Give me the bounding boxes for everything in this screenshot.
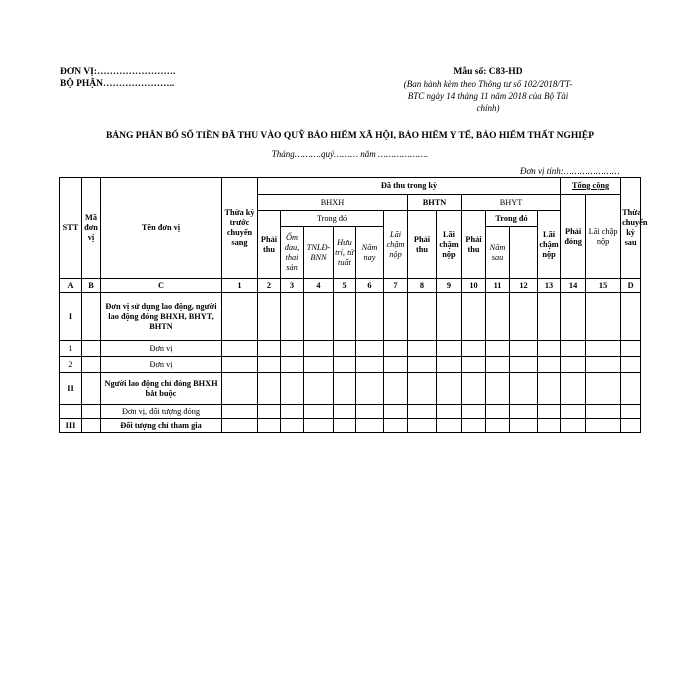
table-cell bbox=[304, 357, 334, 373]
code-cell: 1 bbox=[222, 279, 258, 293]
table-cell bbox=[486, 373, 510, 405]
table-cell bbox=[510, 405, 538, 419]
table-cell bbox=[510, 341, 538, 357]
col-bhxh-late-interest: Lãi chậm nộp bbox=[384, 211, 408, 279]
table-cell bbox=[462, 357, 486, 373]
table-cell bbox=[510, 373, 538, 405]
table-cell bbox=[281, 293, 304, 341]
table-cell bbox=[561, 293, 586, 341]
table-cell bbox=[486, 357, 510, 373]
table-cell bbox=[304, 341, 334, 357]
col-bhyt-late-interest: Lãi chậm nộp bbox=[538, 211, 561, 279]
code-cell: 8 bbox=[408, 279, 437, 293]
table-cell bbox=[82, 293, 101, 341]
table-cell bbox=[408, 405, 437, 419]
row-unit-name: Người lao động chỉ đóng BHXH bắt buộc bbox=[101, 373, 222, 405]
col-bhxh-payable: Phải thu bbox=[258, 211, 281, 279]
table-cell bbox=[586, 293, 621, 341]
table-row bbox=[60, 357, 641, 373]
table-cell bbox=[437, 293, 462, 341]
table-cell bbox=[281, 405, 304, 419]
col-unit-code: Mã đơn vị bbox=[82, 178, 101, 279]
row-stt: II bbox=[60, 373, 82, 405]
row-unit-name: Đơn vị bbox=[101, 341, 222, 357]
table-cell bbox=[258, 419, 281, 433]
code-cell: 9 bbox=[437, 279, 462, 293]
table-cell bbox=[82, 357, 101, 373]
group-bhtn: BHTN bbox=[408, 195, 462, 211]
table-cell bbox=[561, 405, 586, 419]
header-row-1 bbox=[60, 178, 641, 195]
table-cell bbox=[356, 405, 384, 419]
code-cell: 6 bbox=[356, 279, 384, 293]
table-cell bbox=[586, 357, 621, 373]
table-cell bbox=[437, 405, 462, 419]
table-cell bbox=[621, 405, 641, 419]
table-cell bbox=[281, 341, 304, 357]
table-cell bbox=[586, 405, 621, 419]
table-row bbox=[60, 405, 641, 419]
table-cell bbox=[258, 405, 281, 419]
table-cell bbox=[437, 357, 462, 373]
table-cell bbox=[462, 293, 486, 341]
table-cell bbox=[538, 419, 561, 433]
row-unit-name: Đơn vị bbox=[101, 357, 222, 373]
table-cell bbox=[258, 341, 281, 357]
code-cell: 2 bbox=[258, 279, 281, 293]
col-bhtn-late-interest: Lãi chậm nộp bbox=[437, 211, 462, 279]
col-carried-over: Thừa kỳ trước chuyển sang bbox=[222, 178, 258, 279]
table-cell bbox=[356, 373, 384, 405]
table-cell bbox=[334, 405, 356, 419]
code-cell: D bbox=[621, 279, 641, 293]
table-cell bbox=[304, 419, 334, 433]
table-cell bbox=[334, 341, 356, 357]
table-cell bbox=[486, 405, 510, 419]
table-cell bbox=[222, 373, 258, 405]
table-cell bbox=[408, 419, 437, 433]
table-cell bbox=[384, 341, 408, 357]
col-labor-accident: TNLĐ-BNN bbox=[304, 227, 334, 279]
row-unit-name: Đơn vị, đối tượng đóng bbox=[101, 405, 222, 419]
code-cell: B bbox=[82, 279, 101, 293]
table-cell bbox=[561, 341, 586, 357]
table-cell bbox=[384, 405, 408, 419]
code-cell: 12 bbox=[510, 279, 538, 293]
table-cell bbox=[408, 293, 437, 341]
code-cell: 13 bbox=[538, 279, 561, 293]
group-bhxh: BHXH bbox=[258, 195, 408, 211]
org-header bbox=[60, 66, 175, 90]
table-cell bbox=[334, 373, 356, 405]
table-cell bbox=[510, 293, 538, 341]
table-cell bbox=[486, 293, 510, 341]
table-cell bbox=[586, 419, 621, 433]
col-carry-forward: Thừa chuyển kỳ sau bbox=[621, 178, 641, 279]
table-cell bbox=[356, 357, 384, 373]
table-cell bbox=[561, 373, 586, 405]
code-cell: 15 bbox=[586, 279, 621, 293]
period-line: Tháng……….quý……… năm ………………. bbox=[271, 149, 429, 159]
table-cell bbox=[258, 357, 281, 373]
col-unit-name: Tên đơn vị bbox=[101, 178, 222, 279]
table-row bbox=[60, 419, 641, 433]
table-cell bbox=[621, 341, 641, 357]
code-cell: C bbox=[101, 279, 222, 293]
table-cell bbox=[408, 373, 437, 405]
table-cell bbox=[222, 341, 258, 357]
col-next-year: Năm sau bbox=[486, 227, 510, 279]
row-stt bbox=[60, 405, 82, 419]
code-cell: 4 bbox=[304, 279, 334, 293]
document-title: BẢNG PHÂN BỔ SỐ TIỀN ĐÃ THU VÀO QUỸ BẢO HIỂM XÃ HỘI, BẢO HIỂM Y TẾ, BẢO HIỂM THẤT NGHIỆP bbox=[105, 131, 595, 141]
row-stt: 1 bbox=[60, 341, 82, 357]
table-cell bbox=[621, 419, 641, 433]
table-cell bbox=[621, 373, 641, 405]
table-cell bbox=[621, 357, 641, 373]
table-cell bbox=[356, 293, 384, 341]
unit-label: ĐƠN VỊ:……………………. bbox=[60, 67, 176, 77]
code-cell: A bbox=[60, 279, 82, 293]
row-unit-name: Đơn vị sử dụng lao động, người lao động đóng BHXH, BHYT, BHTN bbox=[101, 293, 222, 341]
table-cell bbox=[586, 373, 621, 405]
code-cell: 10 bbox=[462, 279, 486, 293]
table-cell bbox=[437, 341, 462, 357]
row-stt: 2 bbox=[60, 357, 82, 373]
table-cell bbox=[334, 357, 356, 373]
table-cell bbox=[304, 373, 334, 405]
row-unit-name: Đối tượng chỉ tham gia bbox=[101, 419, 222, 433]
table-cell bbox=[281, 419, 304, 433]
table-cell bbox=[356, 419, 384, 433]
code-cell: 11 bbox=[486, 279, 510, 293]
table-cell bbox=[538, 341, 561, 357]
table-cell bbox=[281, 373, 304, 405]
table-cell bbox=[408, 341, 437, 357]
group-bhyt: BHYT bbox=[462, 195, 561, 211]
table-cell bbox=[561, 357, 586, 373]
table-cell bbox=[538, 405, 561, 419]
table-cell bbox=[334, 419, 356, 433]
table-body bbox=[60, 293, 641, 433]
table-cell bbox=[462, 419, 486, 433]
table-row bbox=[60, 373, 641, 405]
unit-note: Đơn vị tính:………………… bbox=[520, 166, 620, 176]
table-cell bbox=[334, 293, 356, 341]
table-row bbox=[60, 341, 641, 357]
table-cell bbox=[384, 357, 408, 373]
col-sickness-maternity: Ốm đau, thai sản bbox=[281, 227, 304, 279]
table-cell bbox=[510, 419, 538, 433]
table-cell bbox=[486, 341, 510, 357]
table-cell bbox=[462, 341, 486, 357]
table-row bbox=[60, 293, 641, 341]
table-cell bbox=[538, 293, 561, 341]
code-cell: 5 bbox=[334, 279, 356, 293]
table-cell bbox=[82, 373, 101, 405]
form-number: Mẫu số: C83-HD bbox=[453, 67, 523, 77]
row-stt: I bbox=[60, 293, 82, 341]
table-cell bbox=[621, 293, 641, 341]
allocation-table bbox=[59, 177, 648, 433]
row-stt: III bbox=[60, 419, 82, 433]
table-cell bbox=[437, 373, 462, 405]
code-cell: 7 bbox=[384, 279, 408, 293]
table-cell bbox=[462, 405, 486, 419]
col-bhtn-payable: Phải thu bbox=[408, 211, 437, 279]
col-total-late-interest: Lãi chập nộp bbox=[586, 195, 621, 279]
table-cell bbox=[222, 405, 258, 419]
col-bhxh-of-which: Trong đó bbox=[281, 211, 384, 227]
table-cell bbox=[82, 419, 101, 433]
table-cell bbox=[437, 419, 462, 433]
table-cell bbox=[384, 419, 408, 433]
table-cell bbox=[281, 357, 304, 373]
col-this-year: Năm nay bbox=[356, 227, 384, 279]
table-cell bbox=[222, 293, 258, 341]
table-cell bbox=[304, 293, 334, 341]
col-bhyt-payable: Phải thu bbox=[462, 211, 486, 279]
table-cell bbox=[304, 405, 334, 419]
issued-line-2: BTC ngày 14 tháng 11 năm 2018 của Bộ Tài bbox=[407, 91, 569, 101]
table-cell bbox=[82, 405, 101, 419]
code-cell: 3 bbox=[281, 279, 304, 293]
table-cell bbox=[258, 293, 281, 341]
issued-line-3: chính) bbox=[476, 103, 500, 113]
table-cell bbox=[586, 341, 621, 357]
table-cell bbox=[510, 357, 538, 373]
table-cell bbox=[258, 373, 281, 405]
table-cell bbox=[561, 419, 586, 433]
col-collected-in-period: Đã thu trong kỳ bbox=[258, 178, 561, 195]
code-cell: 14 bbox=[561, 279, 586, 293]
table-cell bbox=[356, 341, 384, 357]
table-cell bbox=[82, 341, 101, 357]
dept-label: BỘ PHẬN………………….. bbox=[60, 79, 175, 89]
col-retirement: Hưu trí, tử tuất bbox=[334, 227, 356, 279]
table-cell bbox=[222, 357, 258, 373]
table-cell bbox=[462, 373, 486, 405]
table-cell bbox=[384, 373, 408, 405]
col-total: Tổng cộng bbox=[561, 178, 621, 195]
table-cell bbox=[538, 373, 561, 405]
col-bhyt-of-which: Trong đó bbox=[486, 211, 538, 227]
table-cell bbox=[222, 419, 258, 433]
col-total-payable: Phải đóng bbox=[561, 195, 586, 279]
column-code-row bbox=[60, 279, 641, 293]
table-cell bbox=[408, 357, 437, 373]
issued-line-1: (Ban hành kèm theo Thông tư số 102/2018/TT- bbox=[403, 79, 573, 89]
table-cell bbox=[486, 419, 510, 433]
table-cell bbox=[538, 357, 561, 373]
form-info bbox=[398, 66, 578, 114]
col-stt: STT bbox=[60, 178, 82, 279]
table-cell bbox=[384, 293, 408, 341]
